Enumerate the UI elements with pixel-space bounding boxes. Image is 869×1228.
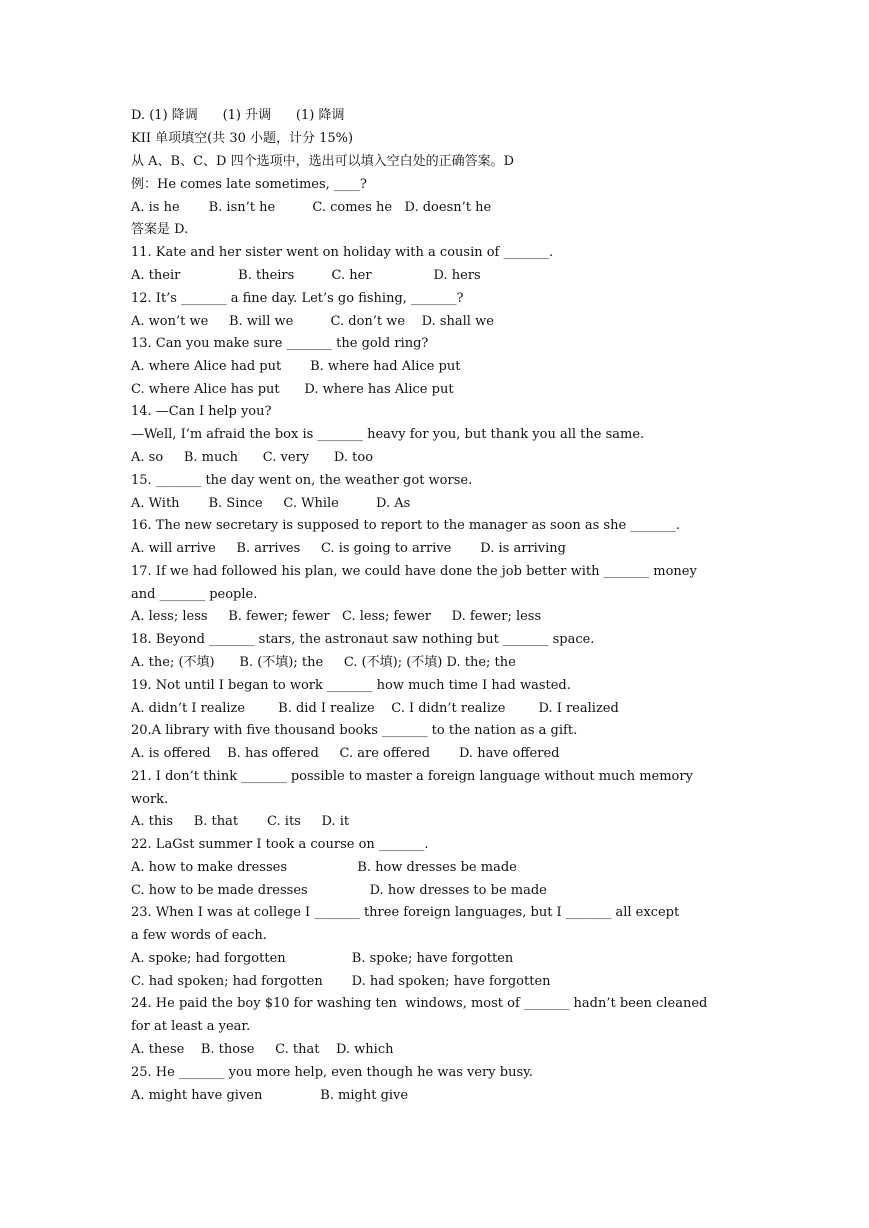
- question-19-options: A. didn’t I realize B. did I realize C. I didn’t realize D. I realized: [131, 701, 619, 716]
- example-question: 例：He comes late sometimes, ____?: [131, 177, 367, 192]
- question-25-options: A. might have given B. might give: [131, 1088, 409, 1103]
- question-21: 21. I don’t think _______ possible to master a foreign language without much memory: [131, 769, 693, 784]
- question-14: 14. —Can I help you?: [131, 404, 272, 419]
- question-23-options-cd: C. had spoken; had forgotten D. had spoken; have forgotten: [131, 974, 551, 989]
- question-16: 16. The new secretary is supposed to report to the manager as soon as she _______.: [131, 518, 680, 533]
- question-11-options: A. their B. theirs C. her D. hers: [131, 268, 481, 283]
- question-23: 23. When I was at college I _______ three foreign languages, but I _______ all except: [131, 905, 680, 920]
- answer-option-line: D. (1) 降调 (1) 升调 (1) 降调: [131, 108, 345, 123]
- question-12: 12. It’s _______ a fine day. Let’s go fishing, _______?: [131, 291, 464, 306]
- question-12-options: A. won’t we B. will we C. don’t we D. shall we: [131, 314, 494, 329]
- question-23-continued: a few words of each.: [131, 928, 267, 943]
- question-22-options-cd: C. how to be made dresses D. how dresses to be made: [131, 883, 547, 898]
- question-18-options: A. the; (不填) B. (不填); the C. (不填); (不填) D. the; the: [131, 655, 516, 670]
- example-answer: 答案是 D.: [131, 222, 189, 237]
- question-13-options-cd: C. where Alice has put D. where has Alice put: [131, 382, 454, 397]
- question-17: 17. If we had followed his plan, we could have done the job better with _______ money: [131, 564, 697, 579]
- question-14-dialogue: —Well, I’m afraid the box is _______ heavy for you, but thank you all the same.: [131, 427, 645, 442]
- question-21-options: A. this B. that C. its D. it: [131, 814, 350, 829]
- question-24: 24. He paid the boy $10 for washing ten windows, most of _______ hadn’t been cleaned: [131, 996, 708, 1011]
- question-17-continued: and _______ people.: [131, 587, 258, 602]
- question-22-options-ab: A. how to make dresses B. how dresses be made: [131, 860, 517, 875]
- question-16-options: A. will arrive B. arrives C. is going to arrive D. is arriving: [131, 541, 566, 556]
- question-24-options: A. these B. those C. that D. which: [131, 1042, 394, 1057]
- question-22: 22. LaGst summer I took a course on _______.: [131, 837, 429, 852]
- question-18: 18. Beyond _______ stars, the astronaut saw nothing but _______ space.: [131, 632, 595, 647]
- question-25: 25. He _______ you more help, even though he was very busy.: [131, 1065, 533, 1080]
- question-13: 13. Can you make sure _______ the gold ring?: [131, 336, 429, 351]
- question-20: 20.A library with five thousand books _______ to the nation as a gift.: [131, 723, 578, 738]
- instruction-text: 从 A、B、C、D 四个选项中，选出可以填入空白处的正确答案。D: [131, 154, 514, 169]
- question-15: 15. _______ the day went on, the weather got worse.: [131, 473, 473, 488]
- question-17-options: A. less; less B. fewer; fewer C. less; fewer D. fewer; less: [131, 609, 542, 624]
- question-19: 19. Not until I began to work _______ how much time I had wasted.: [131, 678, 571, 693]
- question-20-options: A. is offered B. has offered C. are offered D. have offered: [131, 746, 560, 761]
- section-heading: KII 单项填空(共 30 小题，计分 15%): [131, 131, 354, 146]
- question-14-options: A. so B. much C. very D. too: [131, 450, 374, 465]
- example-options: A. is he B. isn’t he C. comes he D. doesn’t he: [131, 200, 492, 215]
- question-13-options-ab: A. where Alice had put B. where had Alice put: [131, 359, 461, 374]
- question-23-options-ab: A. spoke; had forgotten B. spoke; have forgotten: [131, 951, 514, 966]
- question-15-options: A. With B. Since C. While D. As: [131, 496, 411, 511]
- question-21-continued: work.: [131, 792, 169, 807]
- question-24-continued: for at least a year.: [131, 1019, 251, 1034]
- question-11: 11. Kate and her sister went on holiday with a cousin of _______.: [131, 245, 554, 260]
